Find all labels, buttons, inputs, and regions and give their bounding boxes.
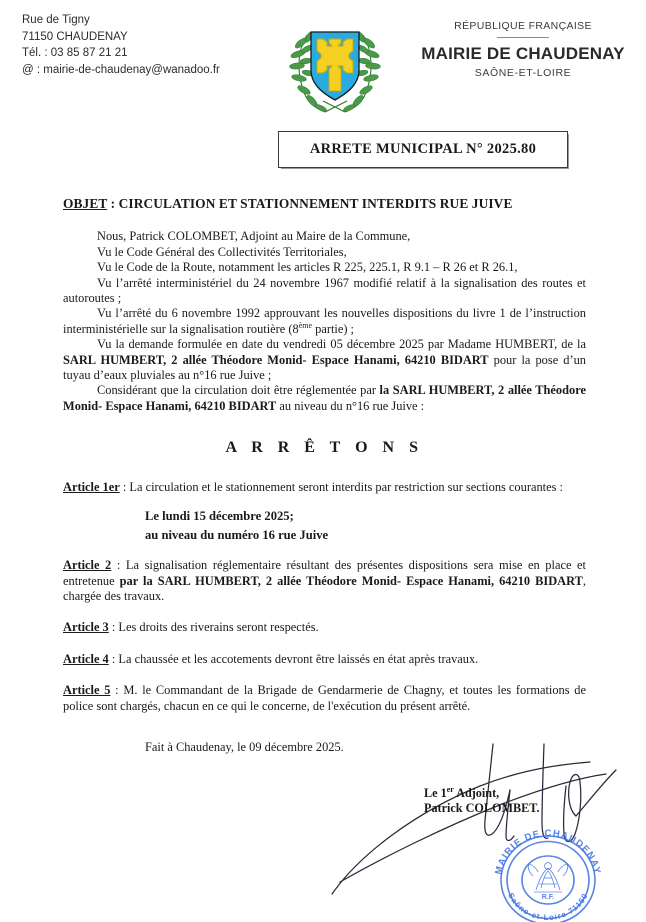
article-4 xyxy=(63,652,586,667)
objet-label: OBJET xyxy=(63,196,108,211)
article-3 xyxy=(63,620,586,635)
mairie-name: MAIRIE DE CHAUDENAY xyxy=(421,44,625,63)
article-3-text: Les droits des riverains seront respectés. xyxy=(118,620,319,635)
republic-heading xyxy=(404,20,642,79)
svg-text:Saône-et-Loire 71150 xyxy=(506,891,590,922)
preamble-line-6-a: Vu la demande formulée en date du vendredi 05 décembre 2025 par Madame HUMBERT, de la xyxy=(97,337,586,352)
article-1 xyxy=(63,480,586,495)
objet-separator: : xyxy=(107,196,119,211)
handwritten-signature xyxy=(330,742,646,897)
preamble-line-5-superscript: ème xyxy=(298,320,313,330)
preamble-line-1: Nous, Patrick COLOMBET, Adjoint au Maire de la Commune, xyxy=(97,229,411,244)
article-2-text-a: La signalisation réglementaire résultant des présentes dispositions sera mise en place et entretenue xyxy=(63,558,586,588)
article-3-separator: : xyxy=(108,620,119,635)
restriction-location: au niveau du numéro 16 rue Juive xyxy=(145,528,329,543)
preamble-line-7 xyxy=(63,383,586,414)
article-5 xyxy=(63,683,586,714)
preamble-line-6 xyxy=(63,337,586,383)
spacer xyxy=(63,498,586,507)
address-line-phone: Tél. : 03 85 87 21 21 xyxy=(22,47,128,59)
article-5-label: Article 5 xyxy=(63,683,111,698)
arretons-heading: A R R Ê T O N S xyxy=(225,439,424,457)
official-stamp-icon xyxy=(489,828,607,922)
signatory-title-b: Adjoint, xyxy=(453,786,500,800)
svg-text:MAIRIE DE CHAUDENAY xyxy=(493,828,602,876)
stamp-top-text: MAIRIE DE CHAUDENAY xyxy=(493,828,603,876)
preamble-line-6-company: SARL HUMBERT, 2 allée Théodore Monid- Espace Hanami, 64210 BIDART xyxy=(63,352,489,367)
signature-block xyxy=(424,786,540,816)
preamble-line-7-a: Considérant que la circulation doit être réglementée par xyxy=(97,383,380,398)
coat-of-arms-icon xyxy=(281,13,389,116)
article-1-separator: : xyxy=(119,479,127,494)
article-5-text: M. le Commandant de la Brigade de Gendarmerie de Chagny, et toutes les formations de police sont chargés, chacun en ce qui le concerne, de l'exécution du présent arrêté. xyxy=(63,683,587,713)
republique-francaise-text: RÉPUBLIQUE FRANÇAISE xyxy=(454,20,592,32)
article-4-separator: : xyxy=(108,651,119,666)
preamble-line-5-b: partie) ; xyxy=(312,321,355,336)
article-4-label: Article 4 xyxy=(63,651,109,666)
spacer xyxy=(63,670,586,683)
article-2 xyxy=(63,558,586,604)
decree-title-box xyxy=(278,131,568,168)
decree-title: ARRETE MUNICIPAL N° 2025.80 xyxy=(309,141,537,157)
department-name: SAÔNE-ET-LOIRE xyxy=(474,67,572,79)
article-2-text-b: , chargée des travaux. xyxy=(63,573,586,603)
document-body xyxy=(63,196,586,755)
municipality-address xyxy=(22,12,220,78)
signatory-title xyxy=(424,786,540,801)
address-line-street: Rue de Tigny xyxy=(22,14,90,26)
address-line-email: @ : mairie-de-chaudenay@wanadoo.fr xyxy=(22,63,220,76)
restriction-date: Le lundi 15 décembre 2025; xyxy=(145,509,294,524)
address-line-city: 71150 CHAUDENAY xyxy=(22,30,128,43)
header-divider xyxy=(497,37,549,38)
article-3-label: Article 3 xyxy=(63,620,109,635)
article-2-separator: : xyxy=(111,558,126,573)
preamble-line-5 xyxy=(63,306,586,337)
article-4-text: La chaussée et les accotements devront être laissés en état après travaux. xyxy=(118,651,479,666)
document-header xyxy=(0,0,646,125)
objet-text: CIRCULATION ET STATIONNEMENT INTERDITS RUE JUIVE xyxy=(118,196,513,211)
stamp-bottom-text: Saône-et-Loire 71150 xyxy=(506,891,590,922)
signatory-name: Patrick COLOMBET. xyxy=(424,801,540,815)
spacer xyxy=(63,545,586,558)
spacer xyxy=(63,639,586,652)
preamble-line-3: Vu le Code de la Route, notamment les articles R 225, 225.1, R 9.1 – R 26 et R 26.1, xyxy=(97,260,518,275)
preamble-line-4: Vu l’arrêté interministériel du 24 novembre 1967 modifié relatif à la signalisation des routes et autoroutes ; xyxy=(63,275,586,306)
place-and-date: Fait à Chaudenay, le 09 décembre 2025. xyxy=(145,739,344,754)
article-1-label: Article 1er xyxy=(63,479,120,494)
spacer xyxy=(63,607,586,620)
article-2-company: par la SARL HUMBERT, 2 allée Théodore Monid- Espace Hanami, 64210 BIDART xyxy=(119,573,583,588)
objet-line xyxy=(63,196,586,211)
preamble-line-7-b: au niveau du n°16 rue Juive : xyxy=(276,398,425,413)
signatory-title-a: Le 1 xyxy=(424,786,447,800)
preamble-line-6-b: pour la pose d’un tuyau d’eaux pluviales au n°16 rue Juive ; xyxy=(63,352,586,383)
stamp-center-text: R.F. xyxy=(541,894,555,901)
article-2-label: Article 2 xyxy=(63,558,112,573)
article-1-text: La circulation et le stationnement seront interdits par restriction sur sections courantes : xyxy=(126,479,563,494)
preamble-line-2: Vu le Code Général des Collectivités Territoriales, xyxy=(97,244,347,259)
preamble-line-7-company: la SARL HUMBERT, 2 allée Théodore Monid- Espace Hanami, 64210 BIDART xyxy=(63,383,586,413)
preamble-line-5-a: Vu l’arrêté du 6 novembre 1992 approuvant les nouvelles dispositions du livre 1 de l’instruction interministérielle sur la signalisation routière (8 xyxy=(63,306,586,336)
article-5-separator: : xyxy=(110,683,124,698)
signatory-title-superscript: er xyxy=(446,784,454,794)
